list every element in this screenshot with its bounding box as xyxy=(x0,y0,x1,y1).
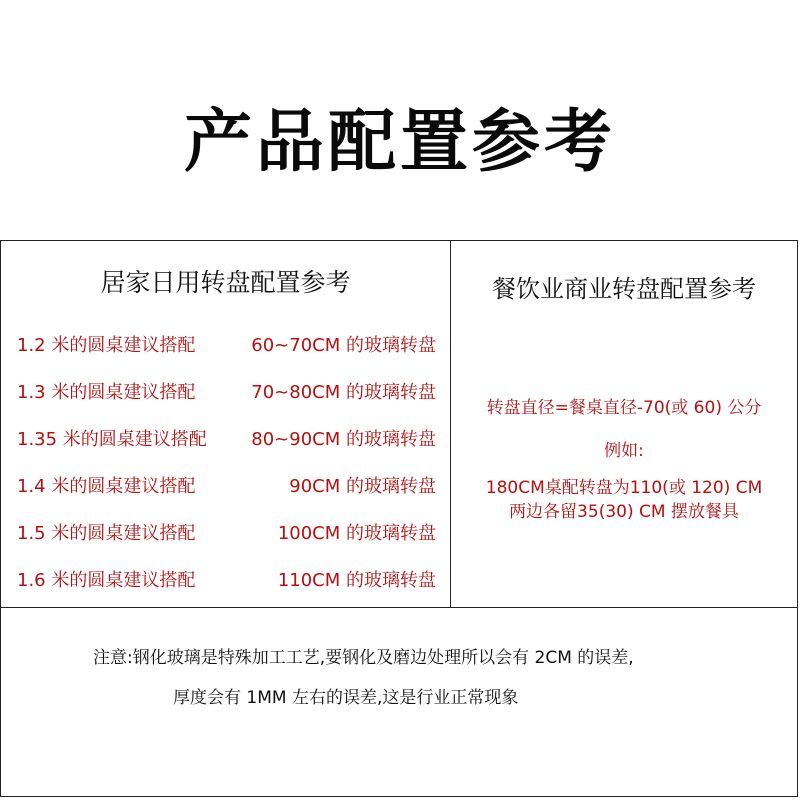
note-text: 厚度会有 1MM 左右的误差,这是行业正常现象 xyxy=(173,688,519,708)
turntable-size-text: 110CM 的玻璃转盘 xyxy=(277,570,436,591)
page-title: 产品配置参考 xyxy=(183,103,616,182)
note-text: 注意:钢化玻璃是特殊加工工艺,要钢化及磨边处理所以会有 2CM 的误差, xyxy=(93,648,634,668)
formula-text: 转盘直径=餐桌直径-70(或 60) 公分 xyxy=(486,398,762,418)
table-size-text: 1.35 米的圆桌建议搭配 xyxy=(17,429,207,450)
table-size-text: 1.2 米的圆桌建议搭配 xyxy=(17,335,196,356)
turntable-size-text: 70~80CM 的玻璃转盘 xyxy=(251,382,436,403)
config-table xyxy=(0,240,798,797)
example-label: 例如: xyxy=(604,441,644,461)
turntable-size-text: 90CM 的玻璃转盘 xyxy=(289,476,436,497)
turntable-size-text: 80~90CM 的玻璃转盘 xyxy=(251,429,436,450)
row-divider xyxy=(1,607,797,608)
home-row xyxy=(1,566,450,596)
home-row xyxy=(1,331,450,361)
example-line: 两边各留35(30) CM 摆放餐具 xyxy=(509,502,739,522)
home-row xyxy=(1,519,450,549)
home-row xyxy=(1,425,450,455)
home-row xyxy=(1,472,450,502)
home-row xyxy=(1,378,450,408)
business-section-heading: 餐饮业商业转盘配置参考 xyxy=(492,275,756,303)
turntable-size-text: 60~70CM 的玻璃转盘 xyxy=(251,335,436,356)
table-size-text: 1.6 米的圆桌建议搭配 xyxy=(17,570,196,591)
table-size-text: 1.4 米的圆桌建议搭配 xyxy=(17,476,196,497)
table-size-text: 1.5 米的圆桌建议搭配 xyxy=(17,523,196,544)
example-line: 180CM桌配转盘为110(或 120) CM xyxy=(485,478,763,498)
home-section-heading: 居家日用转盘配置参考 xyxy=(100,268,351,297)
turntable-size-text: 100CM 的玻璃转盘 xyxy=(277,523,436,544)
table-size-text: 1.3 米的圆桌建议搭配 xyxy=(17,382,196,403)
